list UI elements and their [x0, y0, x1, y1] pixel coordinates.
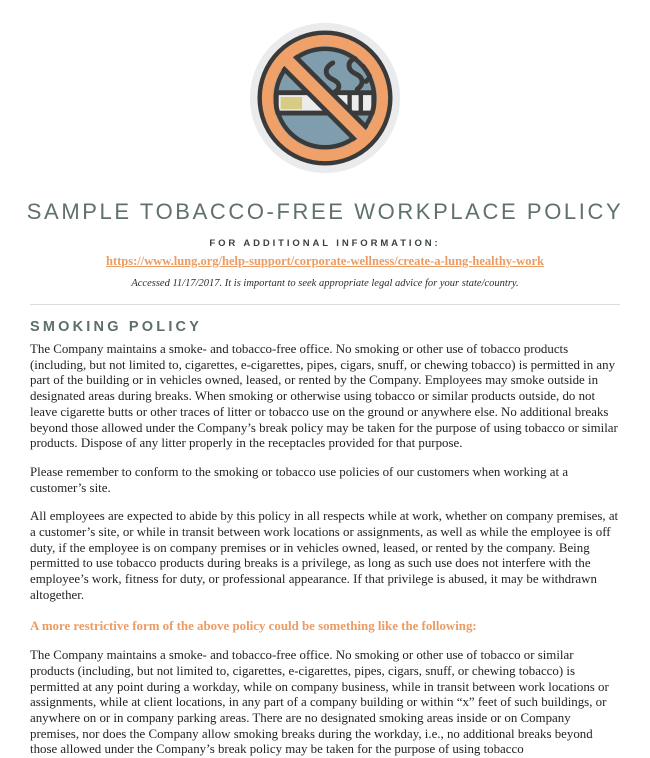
smoking-policy-heading: SMOKING POLICY: [30, 319, 203, 335]
policy-paragraph: Please remember to conform to the smoking or tobacco use policies of our customers when working at a customer’s site.: [30, 464, 569, 495]
document-header: [0, 20, 650, 289]
section-divider: [30, 304, 620, 305]
restrictive-policy-heading: A more restrictive form of the above policy could be something like the following:: [30, 618, 477, 633]
page-title: SAMPLE TOBACCO-FREE WORKPLACE POLICY: [26, 199, 624, 224]
no-smoking-icon: [247, 20, 403, 176]
info-link[interactable]: https://www.lung.org/help-support/corporate-wellness/create-a-lung-healthy-work: [106, 254, 544, 268]
restrictive-policy-paragraph: The Company maintains a smoke- and tobacco-free office. No smoking or other use of tobacco or similar products (including, but not limited to, cigarettes, e-cigarettes, pipes, cigars, snuff, or chewing tobacco) is permitted at any point during a workday, while on company business, while in transit between work locations or assignments, while at client locations, in any part of a company building or within “x” feet of such buildings, or anywhere on or in company parking areas. There are no designated smoking areas inside or on Company premises, nor does the Company allow smoking breaks during the workday, i.e., no additional breaks beyond those allowed under the Company’s break policy may be taken for the purpose of using tobacco: [30, 648, 609, 757]
policy-paragraph: All employees are expected to abide by this policy in all respects while at work, whether on company premises, at a customer’s site, or while in transit between work locations or assignments, as well as while the employee is off duty, if the employee is on company premises or in vehicles owned, leased, or rented by the company. Being permitted to use tobacco products during breaks is a privilege, as long as such use does not interfere with the employee’s work, fitness for duty, or professional appearance. If that privilege is abused, it may be withdrawn altogether.: [30, 509, 619, 602]
info-label: FOR ADDITIONAL INFORMATION:: [209, 238, 441, 249]
policy-content: [30, 319, 620, 758]
cigarette-filter: [281, 97, 302, 109]
accessed-note: Accessed 11/17/2017. It is important to seek appropriate legal advice for your state/country.: [131, 278, 519, 289]
policy-paragraph: The Company maintains a smoke- and tobacco-free office. No smoking or other use of tobacco products (including, but not limited to, cigarettes, e-cigarettes, pipes, cigars, snuff, or chewing tobacco) is permitted in any part of the building or in vehicles owned, leased, or rented by the Company. Employees may smoke outside in designated areas during breaks. When smoking or otherwise using tobacco or similar products outside, do not leave cigarette butts or other traces of litter or tobacco use on the ground or anywhere else. No additional breaks beyond those allowed under the Company’s break policy may be taken for the purpose of using tobacco or similar products. Dispose of any litter properly in the receptacles provided for that purpose.: [30, 342, 618, 451]
